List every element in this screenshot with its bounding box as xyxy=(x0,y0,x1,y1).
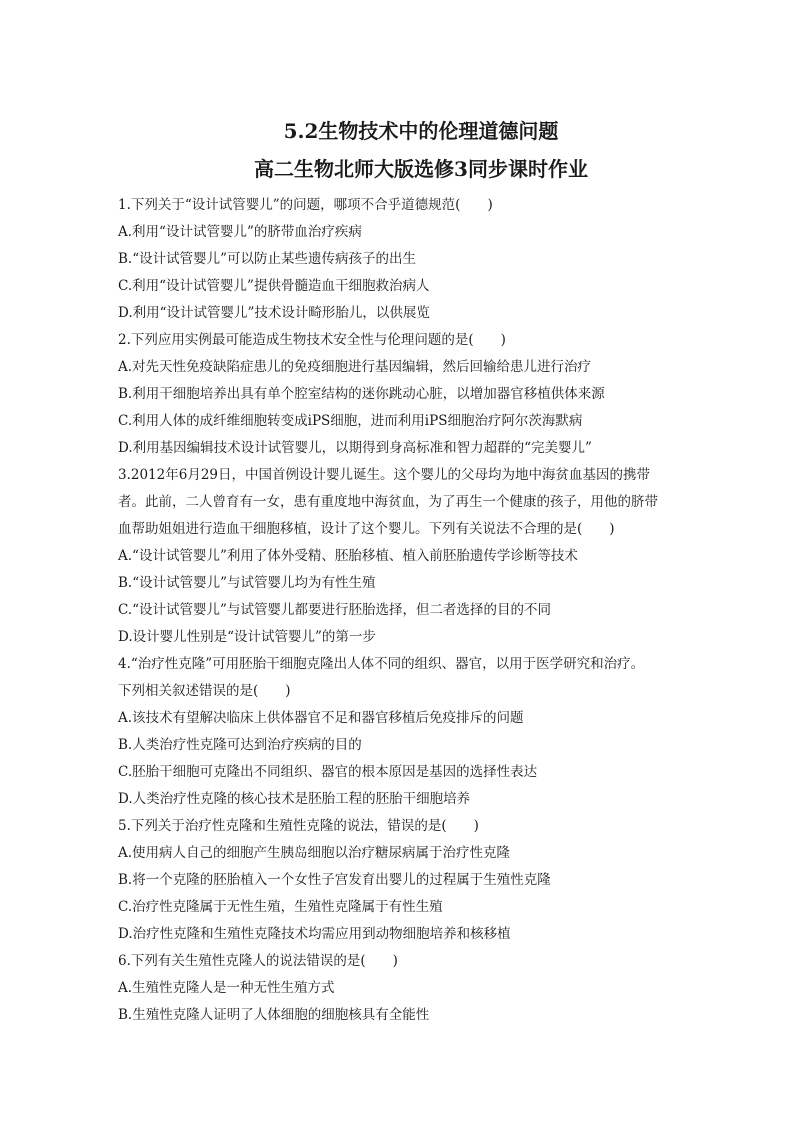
question-3 xyxy=(118,462,714,651)
option-b: B.将一个克隆的胚胎植入一个女性子宫发育出婴儿的过程属于生殖性克隆 xyxy=(118,872,551,888)
option-c: C.治疗性克隆属于无性生殖，生殖性克隆属于有性生殖 xyxy=(118,899,443,915)
document-title: 5.2生物技术中的伦理道德问题 xyxy=(283,119,559,143)
option-c: C.利用“设计试管婴儿”提供骨髓造血干细胞救治病人 xyxy=(118,278,430,294)
question-5 xyxy=(118,813,714,948)
question-stem: 5.下列关于治疗性克隆和生殖性克隆的说法，错误的是( ) xyxy=(118,818,479,834)
option-b: B.“设计试管婴儿”与试管婴儿均为有性生殖 xyxy=(118,575,376,591)
question-stem: 6.下列有关生殖性克隆人的说法错误的是( ) xyxy=(118,953,398,969)
question-stem-line-2: 下列相关叙述错误的是( ) xyxy=(118,683,291,699)
question-stem: 1.下列关于“设计试管婴儿”的问题，哪项不合乎道德规范( ) xyxy=(118,197,493,213)
option-c: C.利用人体的成纤维细胞转变成iPS细胞，进而利用iPS细胞治疗阿尔茨海默病 xyxy=(118,413,583,429)
question-stem-line-1: 4.“治疗性克隆”可用胚胎干细胞克隆出人体不同的组织、器官，以用于医学研究和治疗。 xyxy=(118,656,645,672)
option-d: D.治疗性克隆和生殖性克隆技术均需应用到动物细胞培养和核移植 xyxy=(118,926,511,942)
option-b: B.利用干细胞培养出具有单个腔室结构的迷你跳动心脏，以增加器官移植供体来源 xyxy=(118,386,605,402)
option-b: B.生殖性克隆人证明了人体细胞的细胞核具有全能性 xyxy=(118,1007,430,1023)
option-d: D.设计婴儿性别是“设计试管婴儿”的第一步 xyxy=(118,629,376,645)
question-1 xyxy=(118,192,714,327)
option-c: C.胚胎干细胞可克隆出不同组织、器官的根本原因是基因的选择性表达 xyxy=(118,764,538,780)
question-stem-line-1: 3.2012年6月29日，中国首例设计婴儿诞生。这个婴儿的父母均为地中海贫血基因的携带 xyxy=(118,467,651,483)
option-d: D.人类治疗性克隆的核心技术是胚胎工程的胚胎干细胞培养 xyxy=(118,791,471,807)
option-a: A.对先天性免疫缺陷症患儿的免疫细胞进行基因编辑，然后回输给患儿进行治疗 xyxy=(118,359,592,375)
document-subtitle: 高二生物北师大版选修3同步课时作业 xyxy=(254,157,588,181)
option-c: C.“设计试管婴儿”与试管婴儿都要进行胚胎选择，但二者选择的目的不同 xyxy=(118,602,551,618)
question-6 xyxy=(118,948,714,1029)
question-2 xyxy=(118,327,714,462)
option-a: A.该技术有望解决临床上供体器官不足和器官移植后免疫排斥的问题 xyxy=(118,710,524,726)
question-stem-line-2: 者。此前，二人曾育有一女，患有重度地中海贫血，为了再生一个健康的孩子，用他的脐带 xyxy=(118,494,658,510)
option-a: A.利用“设计试管婴儿”的脐带血治疗疾病 xyxy=(118,224,362,240)
option-b: B.“设计试管婴儿”可以防止某些遗传病孩子的出生 xyxy=(118,251,417,267)
option-d: D.利用基因编辑技术设计试管婴儿，以期得到身高标准和智力超群的“完美婴儿” xyxy=(118,440,592,456)
question-4 xyxy=(118,651,714,813)
option-a: A.生殖性克隆人是一种无性生殖方式 xyxy=(118,980,335,996)
option-d: D.利用“设计试管婴儿”技术设计畸形胎儿，以供展览 xyxy=(118,305,430,321)
question-stem-line-3: 血帮助姐姐进行造血干细胞移植，设计了这个婴儿。下列有关说法不合理的是( ) xyxy=(118,521,615,537)
question-stem: 2.下列应用实例最可能造成生物技术安全性与伦理问题的是( ) xyxy=(118,332,506,348)
option-a: A.使用病人自己的细胞产生胰岛细胞以治疗糖尿病属于治疗性克隆 xyxy=(118,845,511,861)
option-a: A.“设计试管婴儿”利用了体外受精、胚胎移植、植入前胚胎遗传学诊断等技术 xyxy=(118,548,578,564)
option-b: B.人类治疗性克隆可达到治疗疾病的目的 xyxy=(118,737,362,753)
